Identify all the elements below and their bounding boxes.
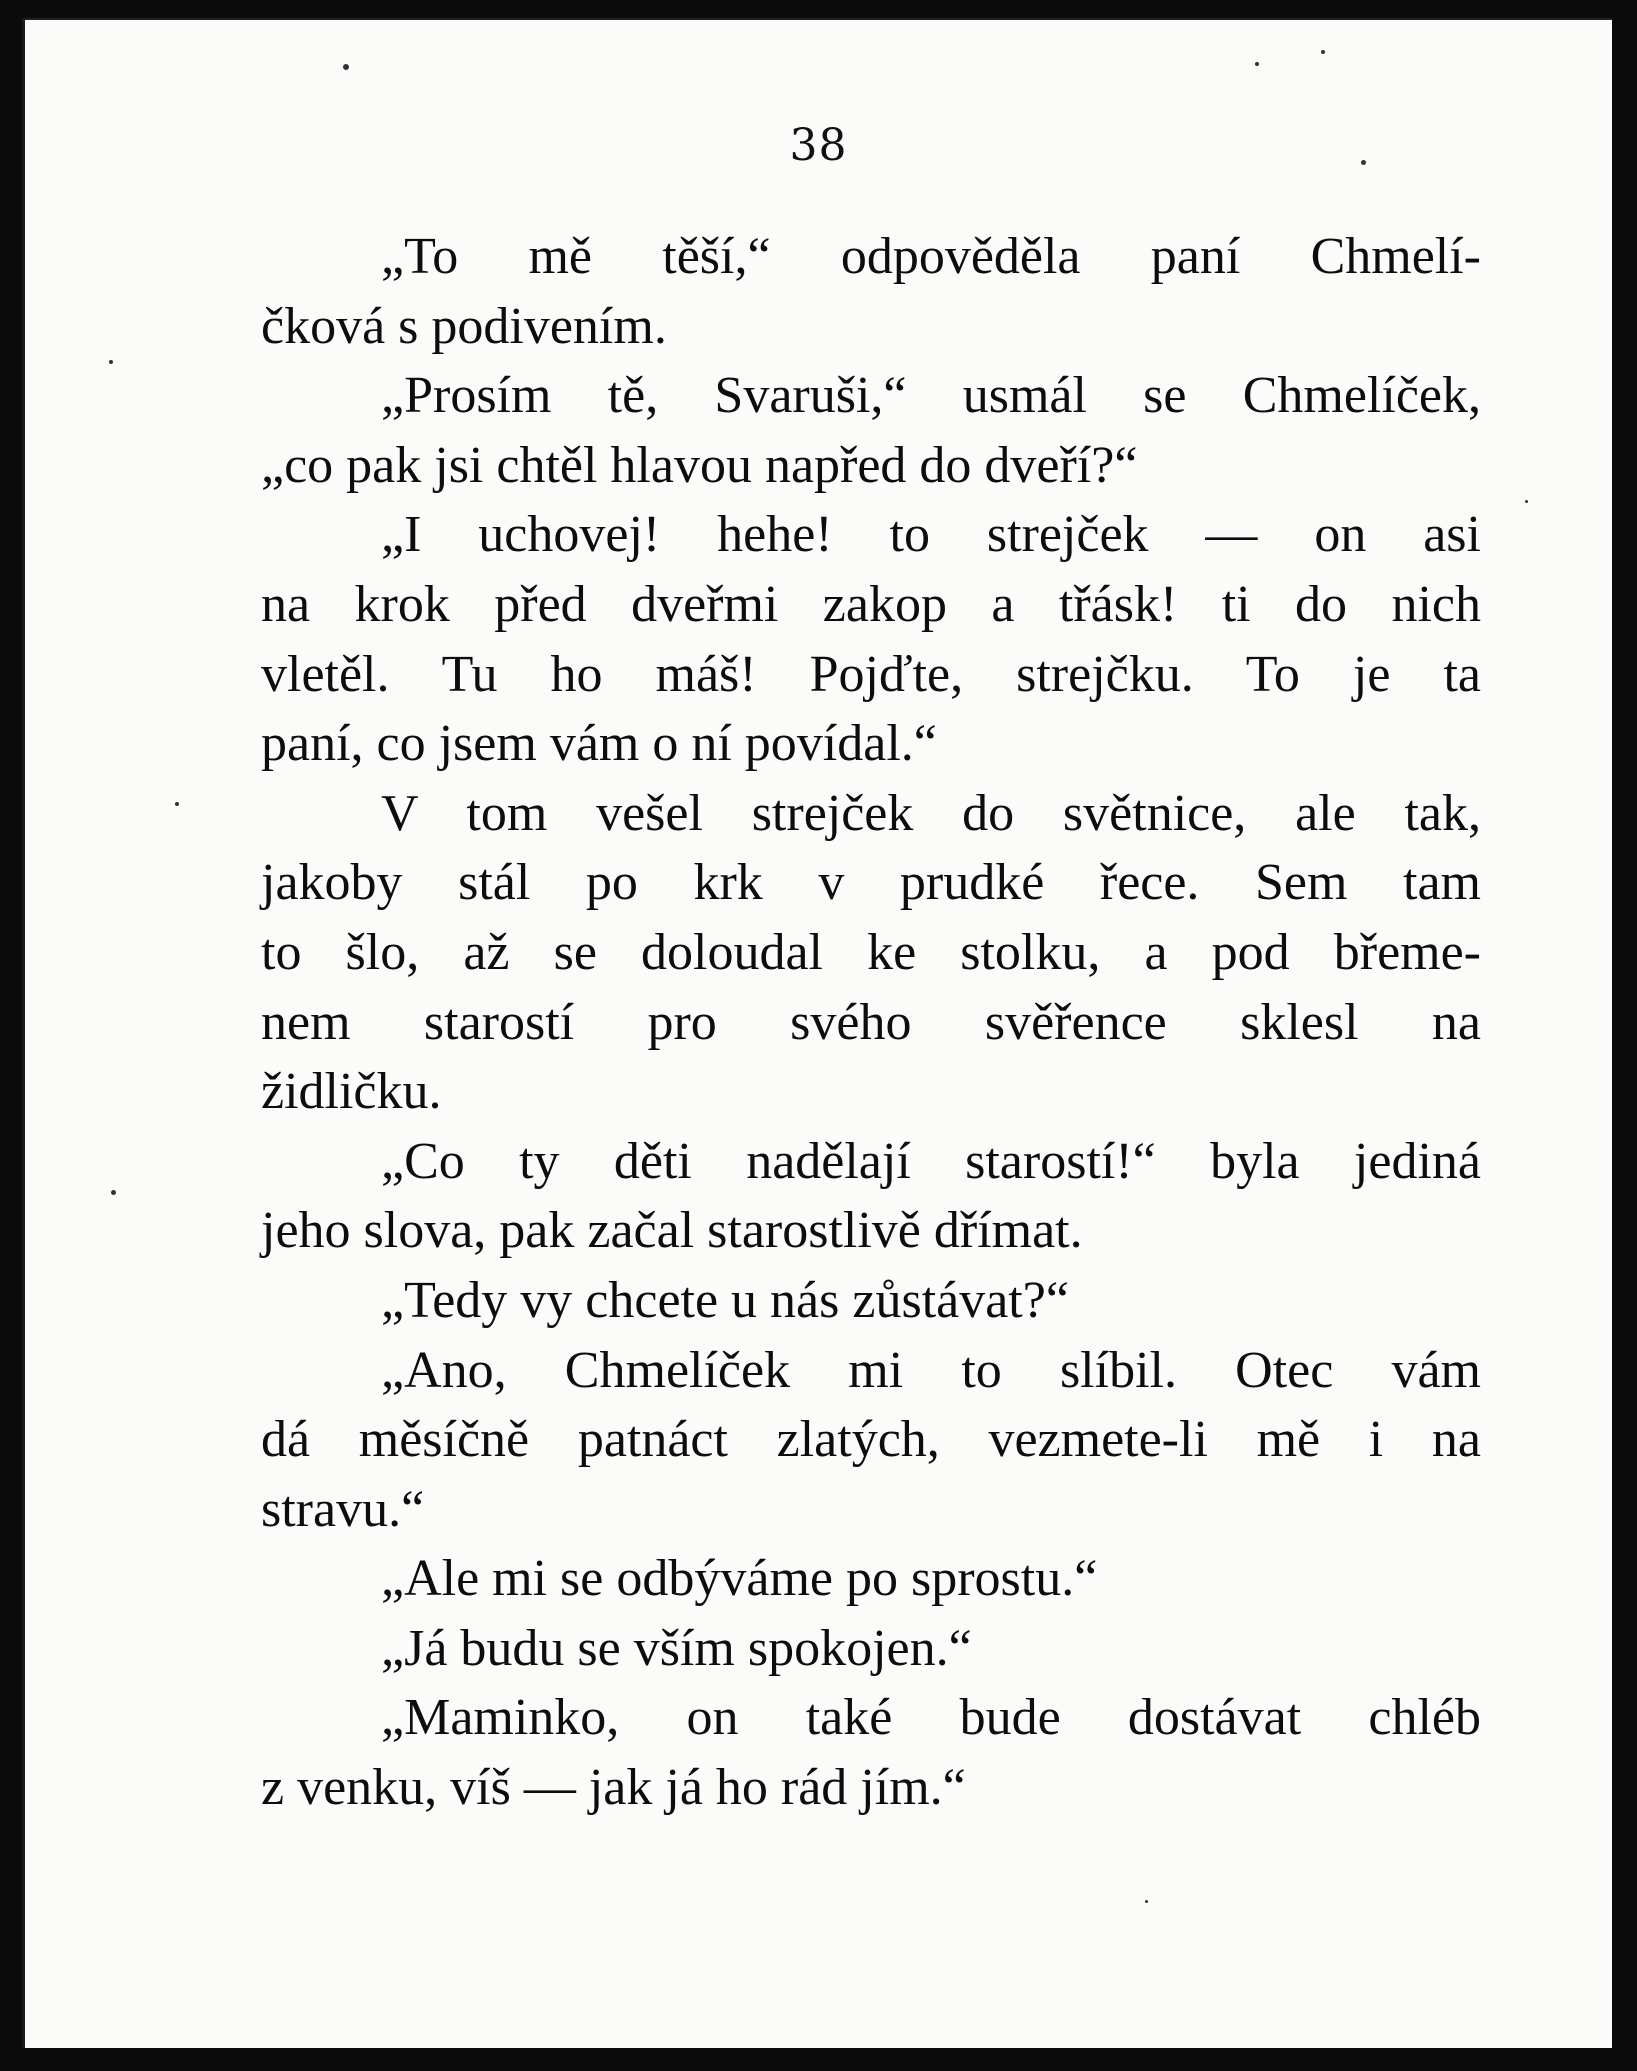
text-line: z venku, víš — jak já ho rád jím.“: [261, 1759, 966, 1817]
text-line: nem starostí pro svého svěřence sklesl na: [261, 993, 1481, 1051]
page-number: 38: [789, 120, 848, 171]
scan-speck: [1321, 50, 1325, 54]
scan-speck: [343, 64, 349, 70]
text-line: paní, co jsem vám o ní povídal.“: [261, 715, 937, 773]
text-line: jakoby stál po krk v prudké řece. Sem tam: [261, 854, 1481, 912]
text-line: „Co ty děti nadělají starostí!“ byla jediná: [381, 1132, 1481, 1190]
text-line: „Tedy vy chcete u nás zůstávat?“: [381, 1271, 1069, 1329]
text-line: „Prosím tě, Svaruši,“ usmál se Chmelíček,: [381, 367, 1481, 425]
scan-speck: [111, 1190, 116, 1195]
text-line: na krok před dveřmi zakop a třásk! ti do nich: [261, 575, 1481, 633]
text-line: to šlo, až se doloudal ke stolku, a pod břeme-: [261, 923, 1481, 981]
text-line: „Maminko, on také bude dostávat chléb: [381, 1689, 1481, 1747]
scan-speck: [175, 802, 179, 806]
text-line: čková s podivením.: [261, 297, 667, 355]
text-line: židličku.: [261, 1063, 442, 1121]
body-text: [261, 222, 1481, 1823]
text-line: vletěl. Tu ho máš! Pojďte, strejčku. To je ta: [261, 645, 1481, 703]
text-line: stravu.“: [261, 1480, 425, 1538]
text-line: „I uchovej! hehe! to strejček — on asi: [381, 506, 1481, 564]
scan-speck: [1255, 62, 1259, 66]
scan-speck: [109, 360, 113, 364]
scan-speck: [1361, 160, 1366, 165]
text-line: V tom vešel strejček do světnice, ale tak,: [381, 784, 1481, 842]
text-line: jeho slova, pak začal starostlivě dřímat.: [261, 1202, 1083, 1260]
text-line: „Ale mi se odbýváme po sprostu.“: [381, 1550, 1098, 1608]
text-line: „To mě těší,“ odpověděla paní Chmelí-: [381, 228, 1481, 285]
text-line: „Ano, Chmelíček mi to slíbil. Otec vám: [381, 1341, 1481, 1399]
text-line: dá měsíčně patnáct zlatých, vezmete-li mě i na: [261, 1411, 1481, 1469]
scan-speck: [1525, 500, 1528, 503]
scan-speck: [1145, 1900, 1148, 1903]
book-page: [22, 18, 1612, 2048]
text-line: „co pak jsi chtěl hlavou napřed do dveří?“: [261, 436, 1138, 494]
text-line: „Já budu se vším spokojen.“: [381, 1619, 972, 1677]
